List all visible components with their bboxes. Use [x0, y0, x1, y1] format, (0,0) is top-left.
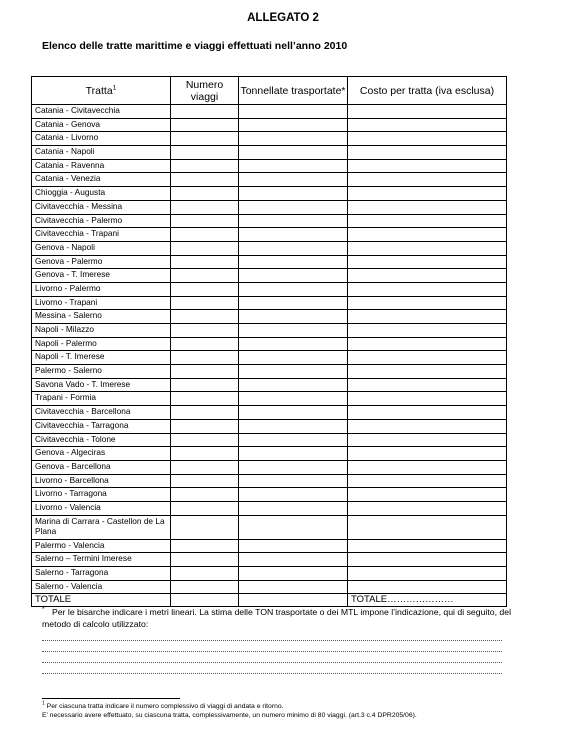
- table-row: [32, 553, 507, 567]
- costo-cell[interactable]: [348, 580, 507, 594]
- table-row: [32, 460, 507, 474]
- tonnellate-cell[interactable]: [239, 214, 348, 228]
- costo-cell[interactable]: [348, 351, 507, 365]
- viaggi-cell[interactable]: [171, 515, 239, 539]
- dotted-line[interactable]: [42, 640, 502, 642]
- tonnellate-cell[interactable]: [239, 159, 348, 173]
- costo-cell[interactable]: [348, 118, 507, 132]
- route-name: Genova - Napoli: [32, 241, 171, 255]
- viaggi-cell[interactable]: [171, 460, 239, 474]
- costo-cell[interactable]: [348, 132, 507, 146]
- tonnellate-cell[interactable]: [239, 282, 348, 296]
- tonnellate-cell[interactable]: [239, 553, 348, 567]
- viaggi-cell[interactable]: [171, 296, 239, 310]
- table-row: [32, 392, 507, 406]
- table-row: [32, 200, 507, 214]
- table-row: [32, 282, 507, 296]
- costo-cell[interactable]: [348, 282, 507, 296]
- footnote-line-2: E’ necessario avere effettuato, su ciascuna tratta, complessivamente, un numero minimo di 80 viaggi. (art.3 c.4 DPR205/06).: [42, 712, 417, 719]
- costo-cell[interactable]: [348, 296, 507, 310]
- table-row: [32, 447, 507, 461]
- document-subtitle: Elenco delle tratte marittime e viaggi effettuati nell’anno 2010: [42, 40, 348, 52]
- total-viaggi-cell[interactable]: [171, 594, 239, 607]
- viaggi-cell[interactable]: [171, 132, 239, 146]
- table-row: [32, 501, 507, 515]
- route-name: Catania - Venezia: [32, 173, 171, 187]
- tonnellate-cell[interactable]: [239, 433, 348, 447]
- table-row: [32, 241, 507, 255]
- viaggi-cell[interactable]: [171, 474, 239, 488]
- costo-cell[interactable]: [348, 159, 507, 173]
- costo-cell[interactable]: [348, 365, 507, 379]
- viaggi-cell[interactable]: [171, 501, 239, 515]
- note-text: Per le bisarche indicare i metri lineari. La stima delle TON trasportate o dei MTL impone l’indicazione, qui di seguito, del metodo di calcolo utilizzato:: [42, 607, 512, 629]
- viaggi-cell[interactable]: [171, 406, 239, 420]
- costo-cell[interactable]: [348, 474, 507, 488]
- table-row: [32, 269, 507, 283]
- costo-cell[interactable]: [348, 337, 507, 351]
- dotted-line[interactable]: [42, 662, 502, 664]
- viaggi-cell[interactable]: [171, 310, 239, 324]
- tonnellate-cell[interactable]: [239, 378, 348, 392]
- annex-title: ALLEGATO 2: [247, 12, 319, 24]
- route-name: Palermo - Valencia: [32, 539, 171, 553]
- total-row: [32, 594, 507, 607]
- viaggi-cell[interactable]: [171, 447, 239, 461]
- costo-cell[interactable]: [348, 392, 507, 406]
- viaggi-cell[interactable]: [171, 433, 239, 447]
- viaggi-cell[interactable]: [171, 105, 239, 119]
- costo-cell[interactable]: [348, 378, 507, 392]
- viaggi-cell[interactable]: [171, 214, 239, 228]
- table-row: [32, 351, 507, 365]
- costo-cell[interactable]: [348, 567, 507, 581]
- viaggi-cell[interactable]: [171, 200, 239, 214]
- viaggi-cell[interactable]: [171, 269, 239, 283]
- table-header-row: [32, 77, 507, 105]
- tonnellate-cell[interactable]: [239, 132, 348, 146]
- tonnellate-cell[interactable]: [239, 392, 348, 406]
- table-row: [32, 365, 507, 379]
- column-header-tonnellate: Tonnellate trasportate*: [239, 77, 348, 105]
- table-row: [32, 406, 507, 420]
- route-name: Messina - Salerno: [32, 310, 171, 324]
- costo-cell[interactable]: [348, 488, 507, 502]
- viaggi-cell[interactable]: [171, 553, 239, 567]
- tonnellate-cell[interactable]: [239, 406, 348, 420]
- viaggi-cell[interactable]: [171, 324, 239, 338]
- route-name: Genova - Palermo: [32, 255, 171, 269]
- viaggi-cell[interactable]: [171, 187, 239, 201]
- route-name: Salerno - Valencia: [32, 580, 171, 594]
- table-row: [32, 146, 507, 160]
- tonnellate-cell[interactable]: [239, 269, 348, 283]
- costo-cell[interactable]: [348, 406, 507, 420]
- footnote-line-1: Per ciascuna tratta indicare il numero complessivo di viaggi di andata e ritorno.: [46, 703, 284, 710]
- tonnellate-cell[interactable]: [239, 255, 348, 269]
- route-name: Livorno - Tarragona: [32, 488, 171, 502]
- route-name: Napoli - T. Imerese: [32, 351, 171, 365]
- costo-cell[interactable]: [348, 515, 507, 539]
- route-name: Civitavecchia - Tolone: [32, 433, 171, 447]
- tonnellate-cell[interactable]: [239, 488, 348, 502]
- viaggi-cell[interactable]: [171, 118, 239, 132]
- column-header-tratta: Tratta$^1$: [32, 77, 171, 105]
- table-row: [32, 539, 507, 553]
- method-note: [42, 606, 512, 630]
- viaggi-cell[interactable]: [171, 351, 239, 365]
- viaggi-cell[interactable]: [171, 419, 239, 433]
- table-row: [32, 378, 507, 392]
- routes-table: [31, 76, 507, 607]
- viaggi-cell[interactable]: [171, 539, 239, 553]
- costo-cell[interactable]: [348, 269, 507, 283]
- viaggi-cell[interactable]: [171, 146, 239, 160]
- costo-cell[interactable]: [348, 146, 507, 160]
- viaggi-cell[interactable]: [171, 241, 239, 255]
- table-row: [32, 159, 507, 173]
- viaggi-cell[interactable]: [171, 159, 239, 173]
- total-tonnellate-cell[interactable]: [239, 594, 348, 607]
- tonnellate-cell[interactable]: [239, 337, 348, 351]
- tonnellate-cell[interactable]: [239, 351, 348, 365]
- route-name: Genova - T. Imerese: [32, 269, 171, 283]
- route-name: Civitavecchia - Palermo: [32, 214, 171, 228]
- viaggi-cell[interactable]: [171, 255, 239, 269]
- tonnellate-cell[interactable]: [239, 365, 348, 379]
- table-row: [32, 474, 507, 488]
- table-row: [32, 132, 507, 146]
- viaggi-cell[interactable]: [171, 378, 239, 392]
- tonnellate-cell[interactable]: [239, 567, 348, 581]
- costo-cell[interactable]: [348, 173, 507, 187]
- tonnellate-cell[interactable]: [239, 200, 348, 214]
- tonnellate-cell[interactable]: [239, 474, 348, 488]
- table-row: [32, 488, 507, 502]
- column-header-costo: Costo per tratta (iva esclusa): [348, 77, 507, 105]
- costo-cell[interactable]: [348, 214, 507, 228]
- costo-cell[interactable]: [348, 241, 507, 255]
- route-name: Napoli - Palermo: [32, 337, 171, 351]
- costo-cell[interactable]: [348, 255, 507, 269]
- route-name: Livorno - Trapani: [32, 296, 171, 310]
- tonnellate-cell[interactable]: [239, 187, 348, 201]
- tonnellate-cell[interactable]: [239, 580, 348, 594]
- viaggi-cell[interactable]: [171, 580, 239, 594]
- costo-cell[interactable]: [348, 419, 507, 433]
- route-name: Salerno – Termini Imerese: [32, 553, 171, 567]
- tonnellate-cell[interactable]: [239, 447, 348, 461]
- viaggi-cell[interactable]: [171, 488, 239, 502]
- tonnellate-cell[interactable]: [239, 501, 348, 515]
- table-row: [32, 337, 507, 351]
- dotted-line[interactable]: [42, 673, 502, 675]
- footnote-1: [42, 702, 284, 711]
- tonnellate-cell[interactable]: [239, 539, 348, 553]
- tonnellate-cell[interactable]: [239, 515, 348, 539]
- costo-cell[interactable]: [348, 433, 507, 447]
- costo-cell[interactable]: [348, 460, 507, 474]
- tonnellate-cell[interactable]: [239, 241, 348, 255]
- costo-cell[interactable]: [348, 187, 507, 201]
- tonnellate-cell[interactable]: [239, 228, 348, 242]
- tonnellate-cell[interactable]: [239, 105, 348, 119]
- tonnellate-cell[interactable]: [239, 173, 348, 187]
- tonnellate-cell[interactable]: [239, 146, 348, 160]
- route-name: Civitavecchia - Tarragona: [32, 419, 171, 433]
- route-name: Napoli - Milazzo: [32, 324, 171, 338]
- route-name: Livorno - Palermo: [32, 282, 171, 296]
- costo-cell[interactable]: [348, 501, 507, 515]
- viaggi-cell[interactable]: [171, 282, 239, 296]
- tonnellate-cell[interactable]: [239, 419, 348, 433]
- column-header-numero-viaggi: Numero viaggi: [171, 77, 239, 105]
- table-row: [32, 580, 507, 594]
- route-name: Marina di Carrara - Castellon de La Plana: [32, 515, 171, 539]
- route-name: Genova - Algeciras: [32, 447, 171, 461]
- table-row: [32, 567, 507, 581]
- costo-cell[interactable]: [348, 105, 507, 119]
- route-name: Salerno - Tarragona: [32, 567, 171, 581]
- note-marker: *: [42, 606, 45, 614]
- route-name: Savona Vado - T. Imerese: [32, 378, 171, 392]
- tonnellate-cell[interactable]: [239, 296, 348, 310]
- table-row: [32, 187, 507, 201]
- table-row: [32, 310, 507, 324]
- viaggi-cell[interactable]: [171, 228, 239, 242]
- costo-cell[interactable]: [348, 447, 507, 461]
- footnote-divider: [42, 698, 180, 699]
- costo-cell[interactable]: [348, 553, 507, 567]
- costo-cell[interactable]: [348, 324, 507, 338]
- route-name: Catania - Napoli: [32, 146, 171, 160]
- costo-cell[interactable]: [348, 228, 507, 242]
- table-row: [32, 255, 507, 269]
- footnote-marker: 1: [42, 700, 45, 707]
- table-row: [32, 296, 507, 310]
- viaggi-cell[interactable]: [171, 173, 239, 187]
- route-name: Chioggia - Augusta: [32, 187, 171, 201]
- table-row: [32, 173, 507, 187]
- table-row: [32, 515, 507, 539]
- route-name: Catania - Livorno: [32, 132, 171, 146]
- tonnellate-cell[interactable]: [239, 118, 348, 132]
- costo-cell[interactable]: [348, 200, 507, 214]
- viaggi-cell[interactable]: [171, 337, 239, 351]
- route-name: Catania - Genova: [32, 118, 171, 132]
- viaggi-cell[interactable]: [171, 392, 239, 406]
- route-name: Catania - Ravenna: [32, 159, 171, 173]
- table-row: [32, 419, 507, 433]
- route-name: Civitavecchia - Messina: [32, 200, 171, 214]
- costo-cell[interactable]: [348, 539, 507, 553]
- route-name: Civitavecchia - Trapani: [32, 228, 171, 242]
- total-cost-field[interactable]: TOTALE…………………: [348, 594, 507, 607]
- viaggi-cell[interactable]: [171, 365, 239, 379]
- table-row: [32, 324, 507, 338]
- tonnellate-cell[interactable]: [239, 310, 348, 324]
- table-row: [32, 433, 507, 447]
- tonnellate-cell[interactable]: [239, 324, 348, 338]
- route-name: Livorno - Barcellona: [32, 474, 171, 488]
- viaggi-cell[interactable]: [171, 567, 239, 581]
- table-row: [32, 214, 507, 228]
- tonnellate-cell[interactable]: [239, 460, 348, 474]
- table-row: [32, 228, 507, 242]
- route-name: Catania - Civitavecchia: [32, 105, 171, 119]
- route-name: Palermo - Salerno: [32, 365, 171, 379]
- dotted-line[interactable]: [42, 651, 502, 653]
- table-row: [32, 118, 507, 132]
- route-name: Genova - Barcellona: [32, 460, 171, 474]
- route-name: Trapani - Formia: [32, 392, 171, 406]
- total-label: TOTALE: [32, 594, 171, 607]
- route-name: Livorno - Valencia: [32, 501, 171, 515]
- route-name: Civitavecchia - Barcellona: [32, 406, 171, 420]
- costo-cell[interactable]: [348, 310, 507, 324]
- table-row: [32, 105, 507, 119]
